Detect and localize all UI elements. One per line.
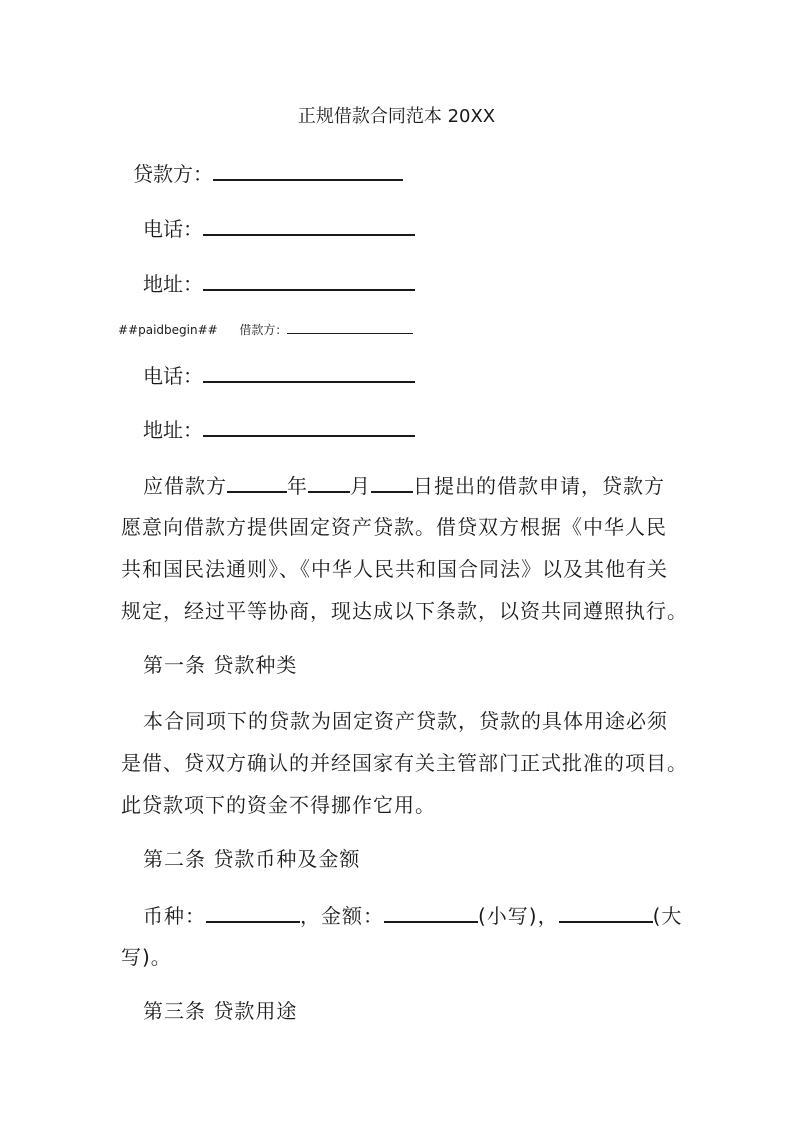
- lender-phone-label: 电话：: [143, 217, 203, 241]
- article-3-heading: 第三条 贷款用途: [143, 999, 298, 1023]
- paid-marker: ##paidbegin##: [118, 323, 218, 337]
- month-blank: [308, 472, 350, 493]
- borrower-phone-line: [143, 362, 415, 389]
- lender-address-line: [143, 270, 415, 297]
- amount-label: ，金额：: [300, 904, 384, 928]
- currency-blank: [206, 902, 300, 923]
- amount-lower-blank: [384, 902, 478, 923]
- borrower-label: 借款方：: [239, 323, 288, 337]
- borrower-address-line: [143, 416, 415, 443]
- borrower-address-label: 地址：: [143, 418, 203, 442]
- article-2-heading: 第二条 贷款币种及金额: [143, 847, 361, 871]
- article-1-line-1: 本合同项下的贷款为固定资产贷款，贷款的具体用途必须: [143, 709, 668, 733]
- lender-phone-line: [143, 215, 415, 242]
- uppercase-label-open: (大: [652, 904, 683, 928]
- intro-line-3: 共和国民法通则》、《中华人民共和国合同法》以及其他有关: [121, 557, 668, 581]
- lender-address-label: 地址：: [143, 272, 203, 296]
- borrower-address-blank: [203, 416, 415, 437]
- intro-line-2: 愿意向借款方提供固定资产贷款。借贷双方根据《中华人民: [121, 515, 667, 539]
- month-label: 月: [350, 474, 371, 498]
- amount-upper-blank: [559, 902, 653, 923]
- day-label: 日提出的借款申请，贷款方: [413, 474, 665, 498]
- article-1-heading: 第一条 贷款种类: [143, 653, 298, 677]
- lender-line: [133, 160, 403, 187]
- borrower-phone-blank: [203, 362, 415, 383]
- article-2-line-2: 写)。: [121, 945, 172, 969]
- paid-marker-line: [118, 321, 413, 338]
- lender-address-blank: [203, 270, 415, 291]
- lender-label: 贷款方：: [133, 162, 213, 186]
- year-blank: [227, 472, 287, 493]
- lender-phone-blank: [203, 215, 415, 236]
- article-1-line-2: 是借、贷双方确认的并经国家有关主管部门正式批准的项目。: [121, 751, 688, 775]
- intro-line-4: 规定，经过平等协商，现达成以下条款，以资共同遵照执行。: [121, 599, 688, 623]
- borrower-blank: [287, 321, 413, 334]
- intro-line-1: [143, 472, 665, 499]
- document-title: 正规借款合同范本 20XX: [297, 106, 496, 127]
- lowercase-label: (小写)，: [478, 904, 559, 928]
- borrower-phone-label: 电话：: [143, 364, 203, 388]
- day-blank: [371, 472, 413, 493]
- lender-blank: [213, 160, 403, 181]
- article-2-line-1: [143, 902, 682, 929]
- currency-label: 币种：: [143, 904, 206, 928]
- year-label: 年: [287, 474, 308, 498]
- intro-text-a: 应借款方: [143, 474, 227, 498]
- article-1-line-3: 此贷款项下的资金不得挪作它用。: [121, 793, 436, 817]
